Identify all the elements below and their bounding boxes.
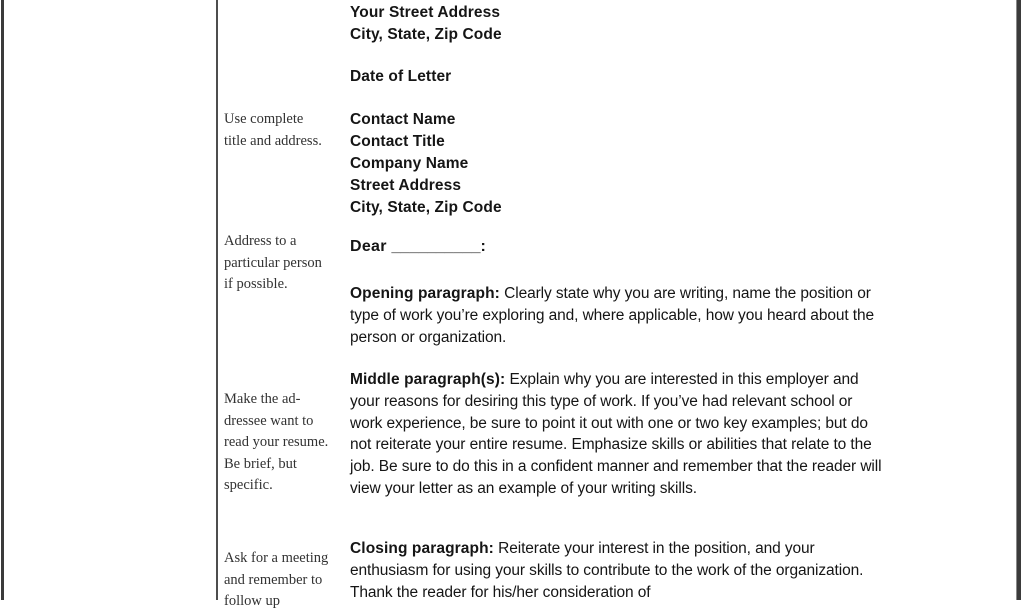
opening-paragraph-lead: Opening paragraph:: [350, 285, 500, 302]
salutation-colon: :: [480, 238, 487, 255]
closing-paragraph: [350, 538, 887, 603]
recipient-street-line: Street Address: [350, 177, 462, 194]
margin-note-particular-person: Address to a particular person if possible.: [224, 233, 322, 292]
closing-paragraph-lead: Closing paragraph:: [350, 540, 494, 557]
recipient-address-block: [350, 109, 887, 219]
margin-note-ask-meeting: Ask for a meeting and remember to follow up: [224, 550, 329, 609]
opening-paragraph: [350, 283, 887, 348]
sender-street-line: Your Street Address: [350, 4, 501, 21]
opening-paragraph-body: Clearly state why you are writing, name the position or type of work you’re exploring and, where applicable, how you heard about the person or organization.: [350, 285, 875, 346]
salutation-blank-line: __________: [391, 238, 481, 255]
recipient-name-line: Contact Name: [350, 111, 456, 128]
sender-address-block: [350, 2, 887, 46]
closing-paragraph-body: Reiterate your interest in the position, and your enthusiasm for using your skills to contribute to the work of the organization. Thank the reader for his/her consideration of: [350, 540, 864, 601]
recipient-company-line: Company Name: [350, 155, 469, 172]
sender-city-line: City, State, Zip Code: [350, 26, 502, 43]
middle-paragraph: [350, 369, 887, 500]
date-block: [350, 66, 887, 88]
recipient-title-line: Contact Title: [350, 133, 445, 150]
page-left-edge: [1, 0, 4, 600]
middle-paragraph-body: Explain why you are interested in this employer and your reasons for desiring this type of work. If you’ve had relevant school or work experience, be sure to point it out with one or two key examples; but do not reiterate your entire resume. Emphasize skills or abilities that relate to the job. Be sure to do this in a confident manner and remember that the reader will view your letter as an example of your writing skills.: [350, 371, 882, 497]
salutation-line: [350, 238, 887, 256]
date-line: Date of Letter: [350, 68, 452, 85]
margin-note-be-brief: Make the ad- dressee want to read your resume. Be brief, but specific.: [224, 391, 329, 493]
margin-divider-rule: [216, 0, 218, 600]
middle-paragraph-lead: Middle paragraph(s):: [350, 371, 506, 388]
recipient-city-line: City, State, Zip Code: [350, 199, 502, 216]
page-right-edge: [1017, 0, 1021, 600]
margin-note-title-address: Use complete title and address.: [224, 111, 322, 149]
salutation-word: Dear: [350, 238, 387, 255]
